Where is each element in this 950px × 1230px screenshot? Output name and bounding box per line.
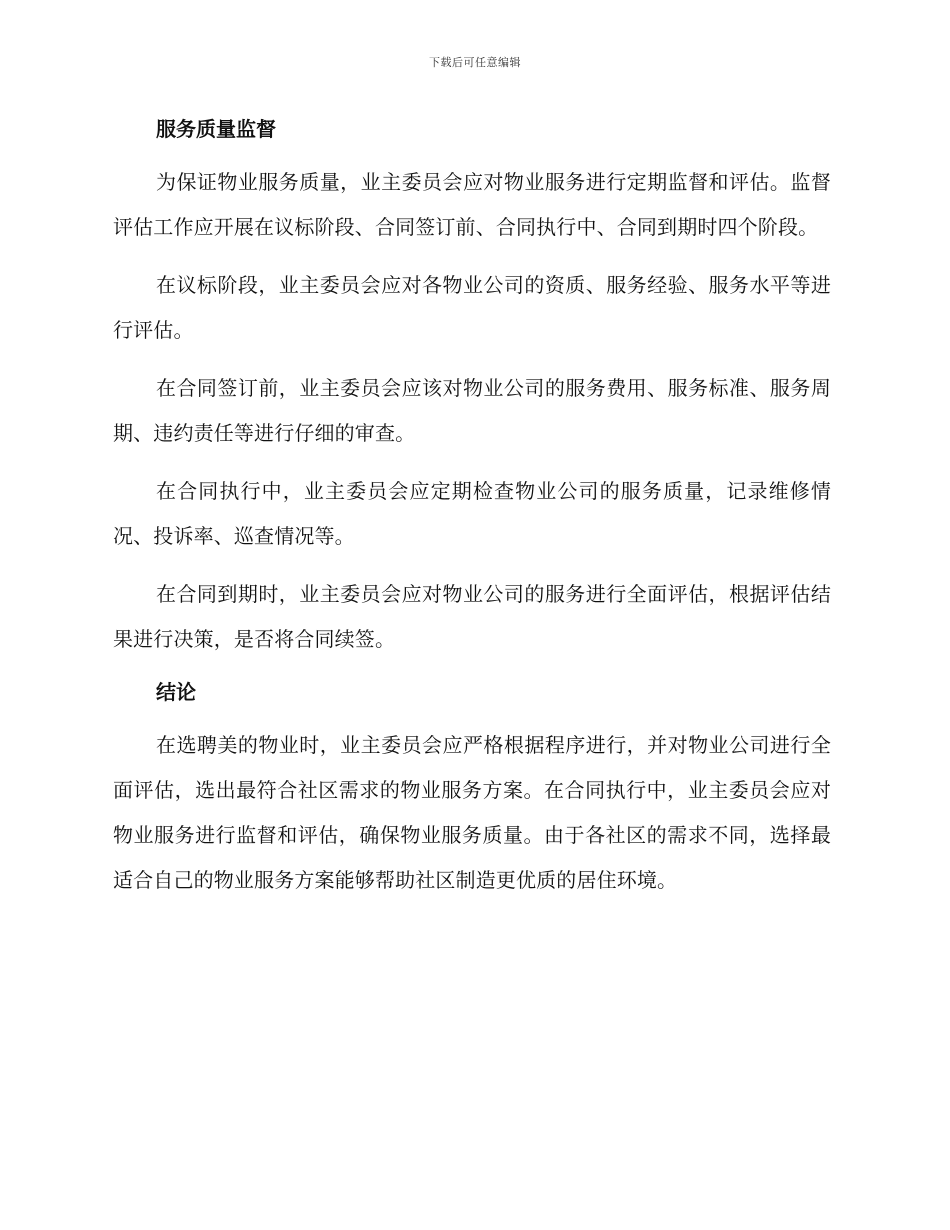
paragraph: 在合同到期时，业主委员会应对物业公司的服务进行全面评估，根据评估结果进行决策，是否将合同续签。: [113, 582, 831, 651]
page-header-note: 下载后可任意编辑: [429, 56, 521, 69]
paragraph: 为保证物业服务质量，业主委员会应对物业服务进行定期监督和评估。监督评估工作应开展在议标阶段、合同签订前、合同执行中、合同到期时四个阶段。: [113, 170, 831, 239]
section-heading-quality-supervision: 服务质量监督: [156, 117, 276, 141]
document-body: [113, 112, 831, 916]
paragraph: 在合同签订前，业主委员会应该对物业公司的服务费用、服务标准、服务周期、违约责任等进行仔细的审查。: [113, 376, 831, 445]
paragraph: 在选聘美的物业时，业主委员会应严格根据程序进行，并对物业公司进行全面评估，选出最符合社区需求的物业服务方案。在合同执行中，业主委员会应对物业服务进行监督和评估，确保物业服务质量。由于各社区的需求不同，选择最适合自己的物业服务方案能够帮助社区制造更优质的居住环境。: [113, 733, 831, 892]
paragraph: 在合同执行中，业主委员会应定期检查物业公司的服务质量，记录维修情况、投诉率、巡查情况等。: [113, 479, 831, 548]
paragraph: 在议标阶段，业主委员会应对各物业公司的资质、服务经验、服务水平等进行评估。: [113, 273, 831, 342]
section-heading-conclusion: 结论: [156, 680, 196, 704]
